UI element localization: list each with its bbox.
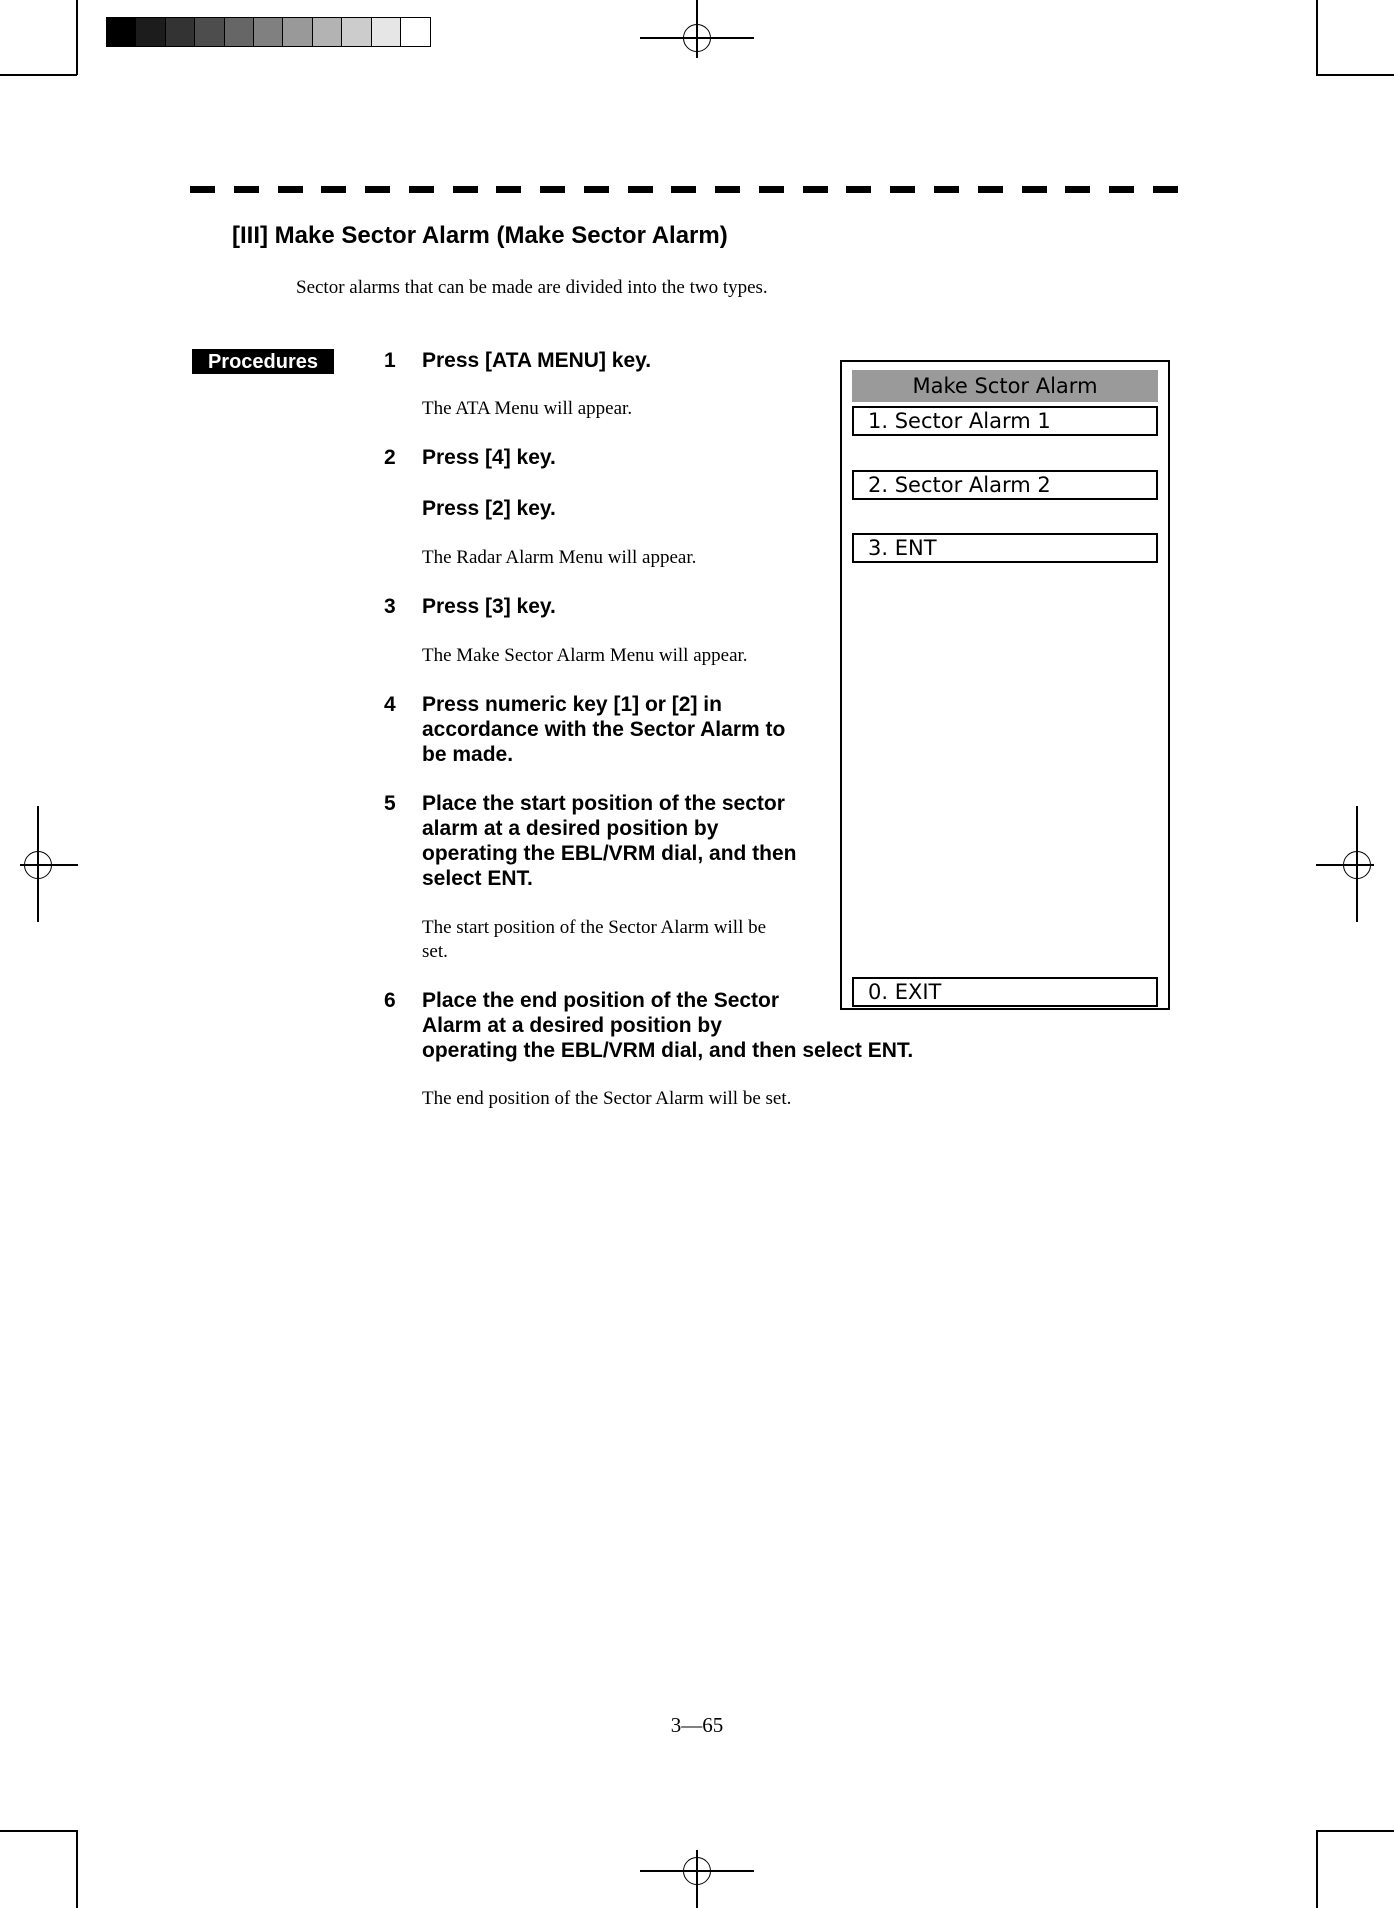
gray-swatch xyxy=(313,18,342,46)
dash-segment xyxy=(1109,186,1134,193)
step-instruction: alarm at a desired position by xyxy=(422,817,719,840)
step-note: set. xyxy=(422,941,448,962)
dash-segment xyxy=(321,186,346,193)
menu-title: Make Sctor Alarm xyxy=(852,370,1158,402)
dash-segment xyxy=(1065,186,1090,193)
step-instruction: operating the EBL/VRM dial, and then select ENT. xyxy=(422,1039,914,1062)
step-number: 4 xyxy=(384,693,396,716)
make-sector-alarm-menu xyxy=(840,360,1170,1010)
step-number: 1 xyxy=(384,349,396,372)
dash-segment xyxy=(715,186,740,193)
dash-segment xyxy=(278,186,303,193)
menu-item-ent[interactable]: 3. ENT xyxy=(852,533,1158,563)
dash-segment xyxy=(978,186,1003,193)
grayscale-strip xyxy=(106,17,431,47)
gray-swatch xyxy=(372,18,401,46)
gray-swatch xyxy=(283,18,312,46)
section-title: [III] Make Sector Alarm (Make Sector Alarm) xyxy=(232,222,728,249)
step-instruction: operating the EBL/VRM dial, and then xyxy=(422,842,797,865)
step-note: The Make Sector Alarm Menu will appear. xyxy=(422,645,748,666)
step-instruction: Press [4] key. xyxy=(422,446,556,469)
step-number: 3 xyxy=(384,595,396,618)
gray-swatch xyxy=(107,18,136,46)
dash-segment xyxy=(584,186,609,193)
step-note: The start position of the Sector Alarm will be xyxy=(422,917,767,938)
step-number: 5 xyxy=(384,792,396,815)
page-number: 3—65 xyxy=(670,1713,724,1737)
dash-segment xyxy=(1022,186,1047,193)
step-note: The Radar Alarm Menu will appear. xyxy=(422,547,697,568)
step-instruction: Press numeric key [1] or [2] in xyxy=(422,693,722,716)
gray-swatch xyxy=(342,18,371,46)
step-instruction: be made. xyxy=(422,743,514,766)
dash-segment xyxy=(759,186,784,193)
step-instruction: Place the end position of the Sector xyxy=(422,989,780,1012)
step-number: 6 xyxy=(384,989,396,1012)
procedures-label: Procedures xyxy=(192,349,334,374)
dash-segment xyxy=(540,186,565,193)
step-instruction: accordance with the Sector Alarm to xyxy=(422,718,786,741)
step-instruction: select ENT. xyxy=(422,867,533,890)
step-instruction: Press [3] key. xyxy=(422,595,556,618)
intro-text: Sector alarms that can be made are divided into the two types. xyxy=(296,277,768,298)
step-note: The end position of the Sector Alarm will be set. xyxy=(422,1088,792,1109)
dash-segment xyxy=(409,186,434,193)
step-instruction: Alarm at a desired position by xyxy=(422,1014,722,1037)
dash-segment xyxy=(628,186,653,193)
dash-segment xyxy=(365,186,390,193)
dashed-divider xyxy=(190,186,1178,193)
menu-item-sector-alarm-1[interactable]: 1. Sector Alarm 1 xyxy=(852,406,1158,436)
dash-segment xyxy=(803,186,828,193)
menu-item-sector-alarm-2[interactable]: 2. Sector Alarm 2 xyxy=(852,470,1158,500)
step-number: 2 xyxy=(384,446,396,469)
dash-segment xyxy=(671,186,696,193)
gray-swatch xyxy=(254,18,283,46)
gray-swatch xyxy=(225,18,254,46)
gray-swatch xyxy=(401,18,430,46)
menu-item-exit[interactable]: 0. EXIT xyxy=(852,977,1158,1007)
dash-segment xyxy=(453,186,478,193)
step-instruction: Press [2] key. xyxy=(422,497,556,520)
dash-segment xyxy=(234,186,259,193)
dash-segment xyxy=(1153,186,1178,193)
step-note: The ATA Menu will appear. xyxy=(422,398,633,419)
dash-segment xyxy=(190,186,215,193)
dash-segment xyxy=(846,186,871,193)
gray-swatch xyxy=(166,18,195,46)
step-instruction: Place the start position of the sector xyxy=(422,792,785,815)
dash-segment xyxy=(496,186,521,193)
dash-segment xyxy=(890,186,915,193)
dash-segment xyxy=(934,186,959,193)
gray-swatch xyxy=(136,18,165,46)
gray-swatch xyxy=(195,18,224,46)
step-instruction: Press [ATA MENU] key. xyxy=(422,349,652,372)
